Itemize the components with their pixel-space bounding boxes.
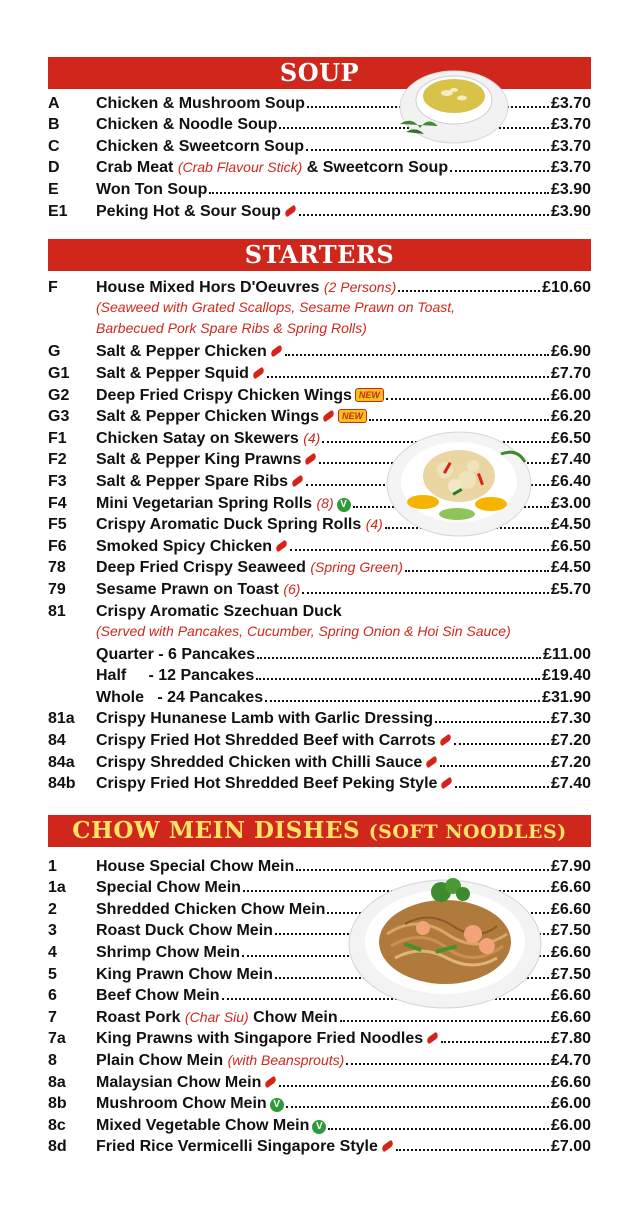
item-description: Barbecued Pork Spare Ribs & Spring Rolls) xyxy=(96,320,367,337)
starter-dish-image xyxy=(383,424,535,542)
menu-row: 6 Beef Chow Mein £6.60 xyxy=(48,987,591,1005)
menu-row: 78 Deep Fried Crispy Seaweed (Spring Green) £4.50 xyxy=(48,559,591,577)
menu-row: 8 Plain Chow Mein (with Beansprouts) £4.70 xyxy=(48,1051,591,1069)
menu-row: D Crab Meat (Crab Flavour Stick) & Sweetcorn Soup £3.70 xyxy=(48,159,591,177)
menu-row: 79 Sesame Prawn on Toast (6) £5.70 xyxy=(48,580,591,598)
menu-row: 84 Crispy Fried Hot Shredded Beef with Carrots £7.20 xyxy=(48,732,591,750)
chow-mein-subtitle: (SOFT NOODLES) xyxy=(368,821,567,843)
vegetarian-icon: V xyxy=(270,1098,284,1112)
menu-row: 4 Shrimp Chow Mein £6.60 xyxy=(48,943,591,961)
menu-row: F5 Crispy Aromatic Duck Spring Rolls (4) £4.50 xyxy=(48,516,591,534)
chili-icon xyxy=(291,475,305,487)
menu-row: G2 Deep Fried Crispy Chicken Wings NEW £6.00 xyxy=(48,386,591,404)
menu-row: G1 Salt & Pepper Squid £7.70 xyxy=(48,364,591,382)
menu-row: Whole - 24 Pancakes £31.90 xyxy=(96,688,591,706)
chili-icon xyxy=(264,1075,278,1087)
chili-icon xyxy=(321,410,335,422)
menu-row: 1a Special Chow Mein £6.60 xyxy=(48,879,591,897)
menu-row: 81a Crispy Hunanese Lamb with Garlic Dressing £7.30 xyxy=(48,710,591,728)
menu-row: G Salt & Pepper Chicken £6.90 xyxy=(48,343,591,361)
menu-row: 81 Crispy Aromatic Szechuan Duck xyxy=(48,602,342,620)
menu-row: F3 Salt & Pepper Spare Ribs £6.40 xyxy=(48,472,591,490)
menu-row: 5 King Prawn Chow Mein £7.50 xyxy=(48,965,591,983)
menu-row: Quarter - 6 Pancakes £11.00 xyxy=(96,645,591,663)
chili-icon xyxy=(425,755,439,767)
item-description: (Served with Pancakes, Cucumber, Spring Onion & Hoi Sin Sauce) xyxy=(96,622,511,639)
chili-icon xyxy=(269,345,283,357)
chili-icon xyxy=(304,453,318,465)
menu-row: 84a Crispy Shredded Chicken with Chilli Sauce £7.20 xyxy=(48,753,591,771)
menu-row: 2 Shredded Chicken Chow Mein £6.60 xyxy=(48,900,591,918)
starters-title: STARTERS xyxy=(244,240,395,269)
menu-row: 1 House Special Chow Mein £7.90 xyxy=(48,857,591,875)
vegetarian-icon: V xyxy=(312,1120,326,1134)
chow-mein-title: CHOW MEIN DISHES xyxy=(72,817,361,844)
menu-row: C Chicken & Sweetcorn Soup £3.70 xyxy=(48,137,591,155)
menu-row: 8d Fried Rice Vermicelli Singapore Style £7.00 xyxy=(48,1138,591,1156)
item-description: (Seaweed with Grated Scallops, Sesame Prawn on Toast, xyxy=(96,298,456,315)
soup-title: SOUP xyxy=(279,58,360,87)
menu-row: F6 Smoked Spicy Chicken £6.50 xyxy=(48,537,591,555)
menu-row: 8c Mixed Vegetable Chow Mein V £6.00 xyxy=(48,1116,591,1134)
chow-mein-dish-image xyxy=(345,872,545,1012)
chili-icon xyxy=(380,1140,394,1152)
menu-row: E Won Ton Soup £3.90 xyxy=(48,180,591,198)
new-badge: NEW xyxy=(338,409,367,423)
chili-icon xyxy=(283,204,297,216)
chili-icon xyxy=(275,540,289,552)
menu-row: F2 Salt & Pepper King Prawns £7.40 xyxy=(48,451,591,469)
menu-row: Half - 12 Pancakes £19.40 xyxy=(96,667,591,685)
menu-row: B Chicken & Noodle Soup £3.70 xyxy=(48,116,591,134)
chow-mein-header xyxy=(48,815,591,847)
menu-row: F1 Chicken Satay on Skewers (4) £6.50 xyxy=(48,429,591,447)
menu-row: 8b Mushroom Chow Mein V £6.00 xyxy=(48,1095,591,1113)
menu-row: F House Mixed Hors D'Oeuvres (2 Persons) £10.60 xyxy=(48,278,591,296)
chili-icon xyxy=(251,367,265,379)
chili-icon xyxy=(440,777,454,789)
new-badge: NEW xyxy=(355,388,384,402)
menu-row: 3 Roast Duck Chow Mein £7.50 xyxy=(48,922,591,940)
menu-row: 7a King Prawns with Singapore Fried Noodles £7.80 xyxy=(48,1030,591,1048)
vegetarian-icon: V xyxy=(337,498,351,512)
menu-row: E1 Peking Hot & Sour Soup £3.90 xyxy=(48,202,591,220)
menu-row: G3 Salt & Pepper Chicken Wings NEW £6.20 xyxy=(48,408,591,426)
menu-row: 7 Roast Pork (Char Siu) Chow Mein £6.60 xyxy=(48,1008,591,1026)
menu-row: 8a Malaysian Chow Mein £6.60 xyxy=(48,1073,591,1091)
menu-row: A Chicken & Mushroom Soup £3.70 xyxy=(48,94,591,112)
starters-header xyxy=(48,239,591,271)
soup-bowl-image xyxy=(392,62,512,147)
chili-icon xyxy=(438,734,452,746)
menu-row: 84b Crispy Fried Hot Shredded Beef Peking Style £7.40 xyxy=(48,775,591,793)
chili-icon xyxy=(426,1032,440,1044)
menu-row: F4 Mini Vegetarian Spring Rolls (8) V £3.00 xyxy=(48,494,591,512)
